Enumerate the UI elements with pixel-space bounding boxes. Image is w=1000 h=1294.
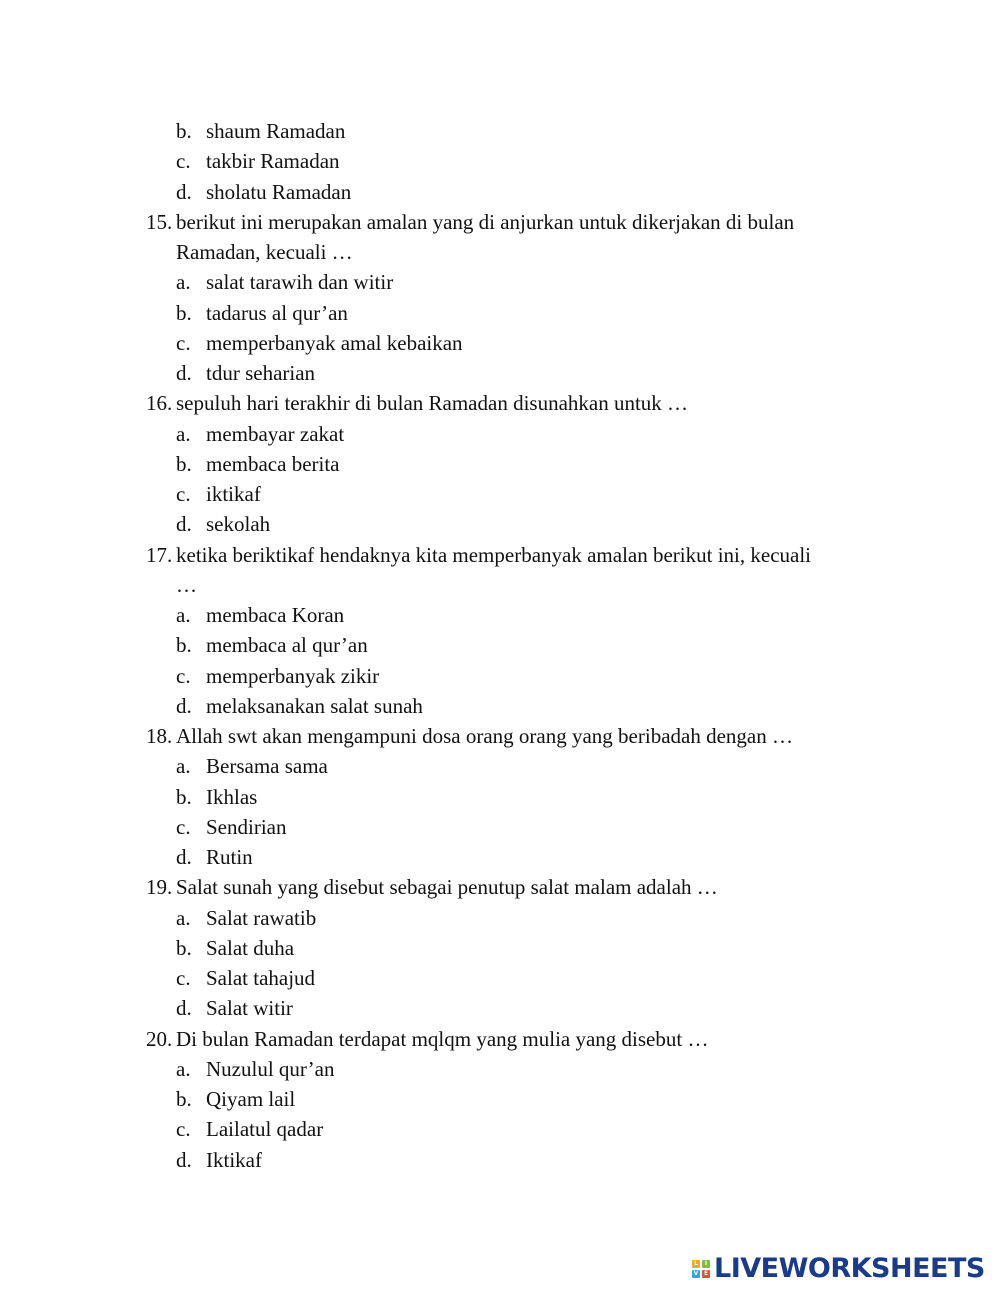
option-letter: b.: [176, 633, 192, 658]
option-letter: d.: [176, 512, 192, 537]
option-text: shaum Ramadan: [206, 119, 346, 143]
option-row[interactable]: [0, 298, 1000, 328]
option-letter: a.: [176, 1056, 191, 1081]
question-number: 17.: [146, 542, 173, 567]
option-text: Ikhlas: [206, 784, 258, 809]
question-text: berikut ini merupakan amalan yang di anjurkan untuk dikerjakan di bulan: [176, 209, 795, 234]
question-row: [0, 1024, 1000, 1054]
option-row[interactable]: [0, 1084, 1000, 1114]
option-text: Salat rawatib: [206, 905, 317, 930]
question-text-continuation: Ramadan, kecuali …: [176, 240, 353, 264]
question-15: [0, 207, 1000, 389]
option-row[interactable]: [0, 177, 1000, 207]
option-text: iktikaf: [206, 482, 261, 506]
option-row[interactable]: [0, 509, 1000, 539]
option-text: takbir Ramadan: [206, 149, 340, 174]
question-18: [0, 721, 1000, 872]
option-letter: d.: [176, 693, 192, 718]
option-text: tdur seharian: [206, 361, 316, 385]
question-16: [0, 388, 1000, 539]
option-text: Lailatul qadar: [206, 1117, 324, 1142]
option-row[interactable]: [0, 358, 1000, 388]
option-letter: d.: [176, 1147, 192, 1172]
question-number: 19.: [146, 875, 173, 900]
option-text: membayar zakat: [206, 421, 345, 446]
option-row[interactable]: [0, 993, 1000, 1023]
option-text: memperbanyak zikir: [206, 663, 380, 688]
option-text: membaca Koran: [206, 603, 345, 627]
option-text: tadarus al qur’an: [206, 300, 348, 325]
question-row: [0, 872, 1000, 902]
liveworksheets-logo-icon: [692, 1260, 710, 1278]
question-17: [0, 540, 1000, 722]
question-text: sepuluh hari terakhir di bulan Ramadan disunahkan untuk …: [176, 391, 689, 416]
question-row: [0, 540, 1000, 570]
option-letter: c.: [176, 663, 191, 688]
question-number: 16.: [146, 391, 173, 416]
option-row[interactable]: [0, 267, 1000, 297]
option-letter: d.: [176, 996, 192, 1021]
question-number: 20.: [146, 1026, 173, 1051]
option-letter: d.: [176, 361, 192, 385]
option-text: Salat duha: [206, 935, 295, 960]
option-letter: c.: [176, 482, 191, 506]
option-letter: c.: [176, 149, 191, 174]
liveworksheets-logo: [692, 1252, 985, 1286]
option-row[interactable]: [0, 1054, 1000, 1084]
question-text: Allah swt akan mengampuni dosa orang orang yang beribadah dengan …: [176, 724, 793, 748]
logo-tile-v: V: [693, 1270, 699, 1277]
logo-text: LIVEWORKSHEETS: [714, 1253, 985, 1284]
option-letter: a.: [176, 270, 191, 295]
option-text: membaca berita: [206, 451, 340, 476]
logo-tile-i: I: [702, 1260, 710, 1268]
option-letter: b.: [176, 451, 192, 476]
option-text: Bersama sama: [206, 754, 328, 779]
option-row[interactable]: [0, 600, 1000, 630]
option-row[interactable]: [0, 963, 1000, 993]
option-letter: b.: [176, 784, 192, 809]
option-row[interactable]: [0, 449, 1000, 479]
option-row[interactable]: [0, 691, 1000, 721]
option-letter: a.: [176, 603, 191, 627]
option-text: memperbanyak amal kebaikan: [206, 330, 463, 355]
option-text: sekolah: [206, 512, 271, 537]
option-letter: a.: [176, 421, 191, 446]
option-row[interactable]: [0, 782, 1000, 812]
option-text: Iktikaf: [206, 1147, 262, 1172]
option-text: membaca al qur’an: [206, 633, 368, 658]
option-letter: c.: [176, 1117, 191, 1142]
option-letter: d.: [176, 179, 192, 204]
option-letter: b.: [176, 119, 192, 143]
option-text: sholatu Ramadan: [206, 179, 352, 204]
option-letter: a.: [176, 754, 191, 779]
option-letter: c.: [176, 330, 191, 355]
option-text: melaksanakan salat sunah: [206, 693, 423, 718]
logo-tile-e: E: [703, 1270, 709, 1277]
question-19: [0, 872, 1000, 1023]
option-row[interactable]: [0, 116, 1000, 146]
option-row[interactable]: [0, 661, 1000, 691]
question-text-continuation: …: [176, 572, 197, 597]
question-continuation-row: [0, 570, 1000, 600]
question-row: [0, 388, 1000, 418]
logo-tile-l: L: [692, 1260, 700, 1268]
question-row: [0, 207, 1000, 237]
option-text: Nuzulul qur’an: [206, 1056, 335, 1081]
option-text: Sendirian: [206, 814, 287, 839]
option-letter: c.: [176, 814, 191, 839]
option-row[interactable]: [0, 812, 1000, 842]
option-letter: c.: [176, 966, 191, 990]
option-row[interactable]: [0, 903, 1000, 933]
question-row: [0, 721, 1000, 751]
option-row[interactable]: [0, 146, 1000, 176]
question-text: Salat sunah yang disebut sebagai penutup salat malam adalah …: [176, 875, 718, 900]
question-text: Di bulan Ramadan terdapat mqlqm yang mulia yang disebut …: [176, 1026, 709, 1051]
option-row[interactable]: [0, 1145, 1000, 1175]
worksheet-content: [0, 116, 1000, 1175]
option-text: Salat witir: [206, 996, 293, 1021]
option-letter: b.: [176, 300, 192, 325]
option-row[interactable]: [0, 751, 1000, 781]
option-row[interactable]: [0, 479, 1000, 509]
option-row[interactable]: [0, 842, 1000, 872]
option-letter: b.: [176, 1087, 192, 1111]
option-letter: b.: [176, 935, 192, 960]
option-row[interactable]: [0, 933, 1000, 963]
question-number: 15.: [146, 209, 173, 234]
option-text: salat tarawih dan witir: [206, 270, 394, 295]
option-row[interactable]: [0, 328, 1000, 358]
question-continuation-row: [0, 237, 1000, 267]
question-20: [0, 1024, 1000, 1175]
question-number: 18.: [146, 724, 173, 748]
question-text: ketika beriktikaf hendaknya kita memperbanyak amalan berikut ini, kecuali: [176, 542, 812, 567]
option-row[interactable]: [0, 1114, 1000, 1144]
option-text: Qiyam lail: [206, 1087, 296, 1111]
option-letter: d.: [176, 845, 192, 869]
q14-options: [0, 116, 1000, 207]
option-letter: a.: [176, 905, 191, 930]
option-row[interactable]: [0, 419, 1000, 449]
option-text: Rutin: [206, 845, 253, 869]
option-text: Salat tahajud: [206, 966, 316, 990]
option-row[interactable]: [0, 630, 1000, 660]
